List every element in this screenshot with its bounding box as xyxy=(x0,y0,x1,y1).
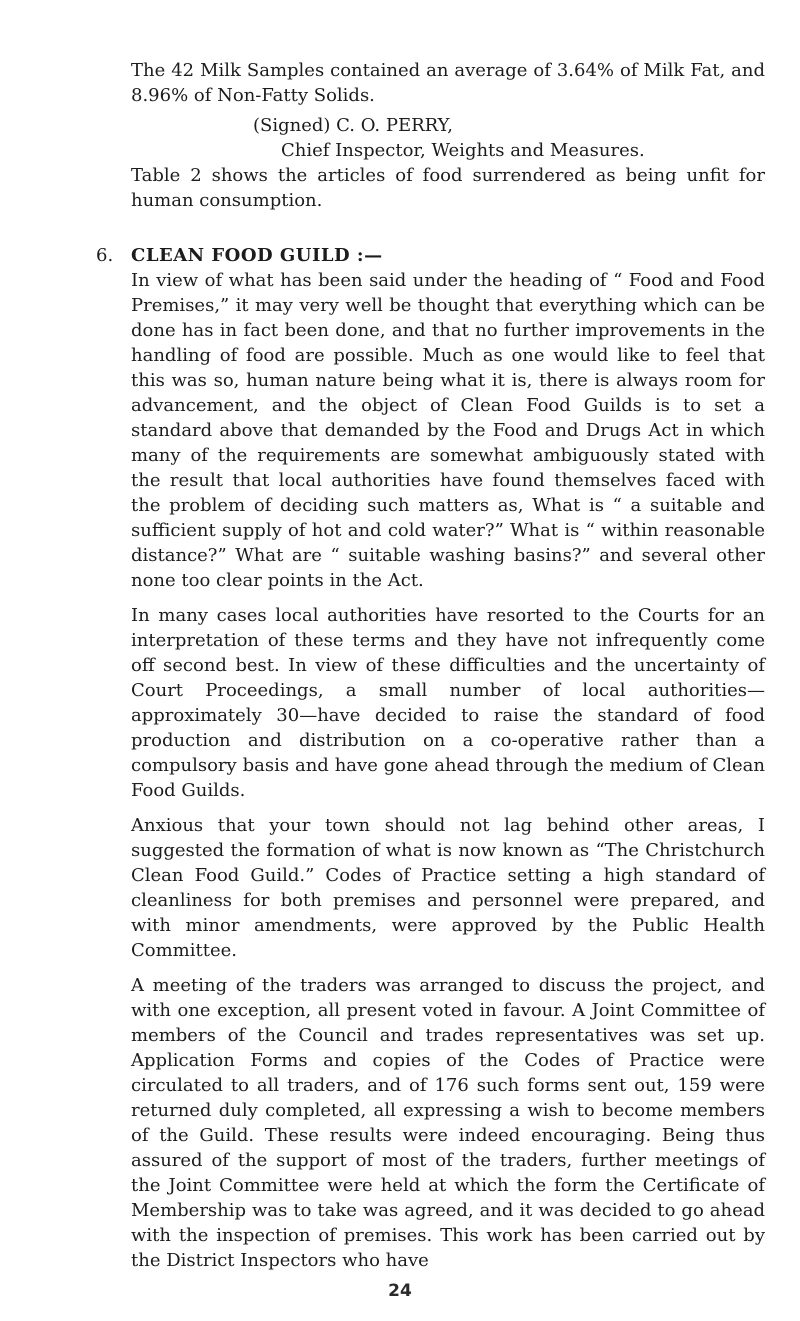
page-number: 24 xyxy=(388,1281,412,1301)
paragraph-christchurch-guild: Anxious that your town should not lag behind other areas, I suggested the formation of what is now known as “The Christchurch Clean Food Guild.” Codes of Practice setting a high standard of cleanliness for both premises and personnel were prepared, and with minor amendments, were approved by the Public Health Committee. xyxy=(131,815,765,961)
section-heading xyxy=(96,243,765,268)
milk-samples-paragraph: The 42 Milk Samples contained an average of 3.64% of Milk Fat, and 8.96% of Non-Fatty Solids. xyxy=(131,60,765,106)
document-page xyxy=(96,58,765,1273)
signed-title: Chief Inspector, Weights and Measures. xyxy=(281,140,645,161)
section-title: CLEAN FOOD GUILD :— xyxy=(131,245,383,266)
paragraph-courts: In many cases local authorities have resorted to the Courts for an interpretation of these terms and they have not infrequently come off second best. In view of these difficulties and the uncertainty of Court Proceedings, a small number of local authorities—approximately 30—have decided to raise the standard of food production and distribution on a co-operative rather than a compulsory basis and have gone ahead through the medium of Clean Food Guilds. xyxy=(131,605,765,801)
section-number: 6. xyxy=(96,245,114,266)
paragraph-traders-meeting: A meeting of the traders was arranged to discuss the project, and with one exception, all present voted in favour. A Joint Committee of members of the Council and trades representatives was set up. Application Forms and copies of the Codes of Practice were circulated to all traders, and of 176 such forms sent out, 159 were returned duly completed, all expressing a wish to become members of the Guild. These results were indeed encouraging. Being thus assured of the support of most of the traders, further meetings of the Joint Committee were held at which the form the Certificate of Membership was to take was agreed, and it was decided to go ahead with the inspection of premises. This work has been carried out by the District Inspectors who have xyxy=(131,975,765,1271)
paragraph-food-premises: In view of what has been said under the heading of “ Food and Food Premises,” it may very well be thought that everything which can be done has in fact been done, and that no further improvements in the handling of food are possible. Much as one would like to feel that this was so, human nature being what it is, there is always room for advancement, and the object of Clean Food Guilds is to set a standard above that demanded by the Food and Drugs Act in which many of the requirements are somewhat ambiguously stated with the result that local authorities have found themselves faced with the problem of deciding such matters as, What is “ a suitable and sufficient supply of hot and cold water?” What is “ within reasonable distance?” What are “ suitable washing basins?” and several other none too clear points in the Act. xyxy=(131,270,765,591)
signature-block xyxy=(253,113,765,163)
signed-name: (Signed) C. O. PERRY, xyxy=(253,115,453,136)
table-2-paragraph: Table 2 shows the articles of food surrendered as being unfit for human consumption. xyxy=(131,165,765,211)
